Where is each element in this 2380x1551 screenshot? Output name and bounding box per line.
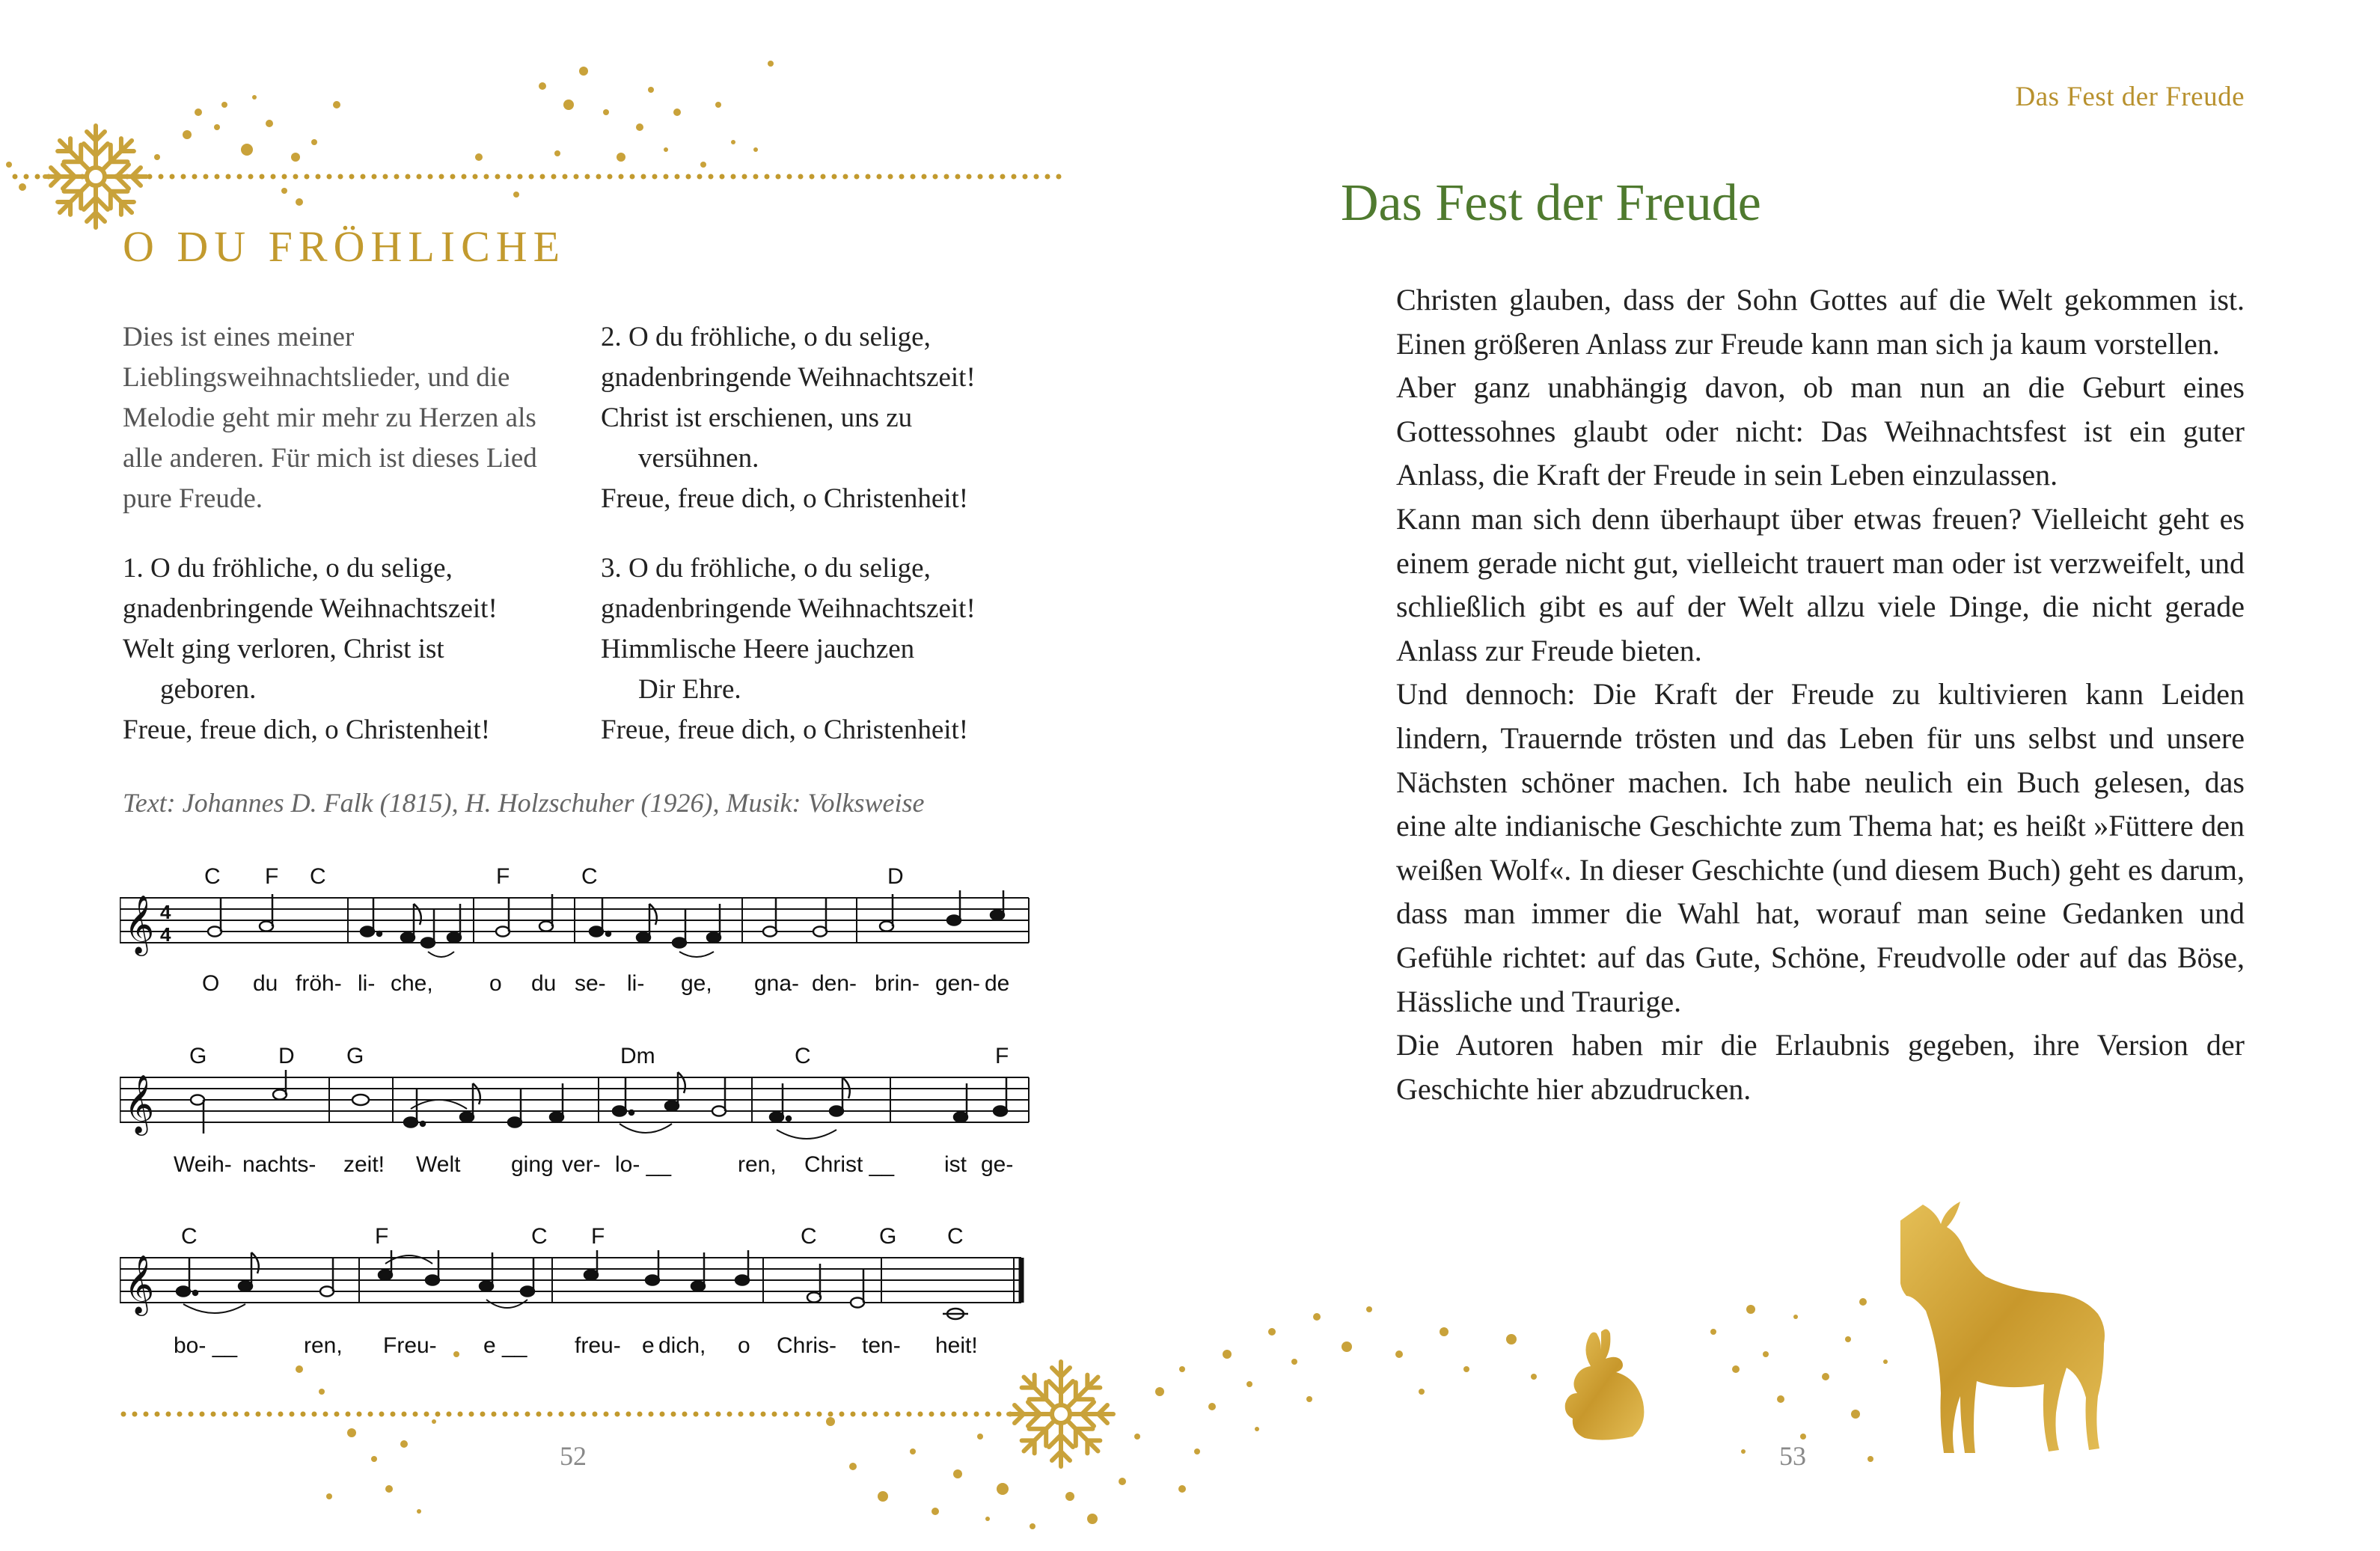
- rabbit-illustration: [1549, 1324, 1668, 1451]
- lyric-syllable: dich,: [658, 1333, 706, 1358]
- verse-3-line: Dir Ehre.: [638, 674, 741, 705]
- lyric-syllable: se-: [575, 971, 606, 996]
- chord: C: [801, 1224, 817, 1249]
- verse-3-line: Freue, freue dich, o Christenheit!: [601, 715, 969, 745]
- lyric-syllable: den-: [812, 971, 857, 996]
- paragraph: Die Autoren haben mir die Erlaubnis gegeben, ihre Version der Geschichte hier abzudrucken.: [1396, 1028, 2245, 1106]
- chord: C: [947, 1224, 964, 1249]
- chord: F: [496, 864, 510, 889]
- chord: C: [581, 864, 598, 889]
- lyric-syllable: e: [642, 1333, 655, 1358]
- snowflake-icon: [45, 126, 147, 227]
- music-staff-1: [120, 890, 1033, 973]
- verse-1-line: Welt ging verloren, Christ ist: [123, 634, 444, 664]
- verse-1-line: Freue, freue dich, o Christenheit!: [123, 715, 491, 745]
- verse-2: [601, 317, 976, 519]
- verse-2-line: Freue, freue dich, o Christenheit!: [601, 483, 969, 514]
- lyric-syllable: Chris-: [777, 1333, 836, 1358]
- chord: F: [995, 1044, 1009, 1068]
- lyric-syllable: ist: [944, 1152, 967, 1177]
- lyric-syllable: ten-: [862, 1333, 901, 1358]
- chord: F: [265, 864, 279, 889]
- verse-1-line: gnadenbringende Weihnachtszeit!: [123, 593, 498, 624]
- svg-text:𝄞: 𝄞: [124, 1255, 155, 1314]
- paragraph: Aber ganz unabhängig davon, ob man nun an die Geburt eines Gottessohnes glaubt oder nicht: Das Weihnachtsfest ist ein guter Anlass, die Kraft der Freude in sein Leben einzulassen.: [1396, 370, 2245, 492]
- lyric-syllable: ren,: [738, 1152, 777, 1177]
- chord: C: [204, 864, 221, 889]
- chord: C: [310, 864, 326, 889]
- chord: D: [887, 864, 904, 889]
- lyric-syllable: nachts-: [242, 1152, 316, 1177]
- chord: D: [278, 1044, 295, 1068]
- chord: G: [879, 1224, 897, 1249]
- lyric-syllable: gna-: [754, 971, 800, 996]
- lyric-syllable: du: [253, 971, 278, 996]
- intro-text: Dies ist eines meiner Lieblingsweihnachtslieder, und die Melodie geht mir mehr zu Herzen als alle anderen. Für mich ist dieses Lied pure Freude.: [123, 322, 537, 514]
- lyric-syllable: gen-: [935, 971, 981, 996]
- lyric-syllable: ge,: [681, 971, 712, 996]
- lyric-syllable: heit!: [935, 1333, 978, 1358]
- verse-3-line: gnadenbringende Weihnachtszeit!: [601, 593, 976, 624]
- lyric-syllable: li-: [358, 971, 376, 996]
- lyric-syllable: Freu-: [383, 1333, 437, 1358]
- verse-3: [601, 548, 976, 750]
- paragraph: Und dennoch: Die Kraft der Freude zu kultivieren kann Leiden lindern, Trauernde trösten und das Leben für uns selbst und unsere Nächsten schöner machen. Ich habe neulich ein Buch gelesen, das eine alte indianische Geschichte zum Thema hat; es heißt »Füttere den weißen Wolf«. In dieser Geschichte (und diesem Buch) geht es darum, dass man immer die Wahl hat, worauf man seine Gedanken und Gefühle richtet: auf das Gute, Schöne, Freudvolle oder auf das Böse, Hässliche und Traurige.: [1396, 677, 2245, 1018]
- verse-2-line: versühnen.: [638, 443, 759, 474]
- chord: G: [346, 1044, 364, 1068]
- lyric-syllable: Welt: [416, 1152, 461, 1177]
- lyric-syllable: Weih-: [174, 1152, 232, 1177]
- page-number-left: 52: [560, 1441, 587, 1471]
- verse-1-line: geboren.: [160, 674, 257, 705]
- svg-text:𝄞: 𝄞: [124, 1074, 155, 1134]
- lyric-syllable: O: [202, 971, 220, 996]
- lyric-syllable: li-: [627, 971, 645, 996]
- lyric-syllable: ver-: [562, 1152, 601, 1177]
- lyric-syllable: Christ __: [804, 1152, 895, 1177]
- lyric-syllable: fröh-: [296, 971, 342, 996]
- lyric-syllable: bo- __: [174, 1333, 238, 1358]
- svg-text:4: 4: [160, 901, 171, 923]
- lyric-syllable: lo- __: [615, 1152, 672, 1177]
- verse-1: [123, 548, 498, 750]
- chord: C: [795, 1044, 811, 1068]
- verse-1-line: 1. O du fröhliche, o du selige,: [123, 553, 453, 584]
- chapter-title: Das Fest der Freude: [1341, 174, 1761, 232]
- lyric-syllable: ge-: [981, 1152, 1014, 1177]
- snowflake-icon: [1009, 1362, 1113, 1466]
- svg-text:4: 4: [160, 923, 171, 946]
- lyric-syllable: e __: [483, 1333, 527, 1358]
- verse-2-line: 2. O du fröhliche, o du selige,: [601, 322, 931, 352]
- body-text: [1396, 278, 2245, 1111]
- chord: F: [375, 1224, 389, 1249]
- chord: C: [181, 1224, 198, 1249]
- verse-2-line: gnadenbringende Weihnachtszeit!: [601, 362, 976, 393]
- lyric-syllable: che,: [391, 971, 433, 996]
- verse-3-line: Himmlische Heere jauchzen: [601, 634, 915, 664]
- page-number-right: 53: [1779, 1441, 1806, 1471]
- music-staff-2: [120, 1070, 1033, 1152]
- running-head: Das Fest der Freude: [2015, 82, 2245, 112]
- chord: C: [531, 1224, 548, 1249]
- chord: Dm: [620, 1044, 655, 1068]
- song-credit: Text: Johannes D. Falk (1815), H. Holzschuher (1926), Musik: Volksweise: [123, 788, 925, 818]
- lyric-syllable: de: [985, 971, 1010, 996]
- chord: F: [591, 1224, 605, 1249]
- lyric-syllable: o: [489, 971, 502, 996]
- verse-3-line: 3. O du fröhliche, o du selige,: [601, 553, 931, 584]
- lyric-syllable: brin-: [875, 971, 920, 996]
- paragraph: Kann man sich denn überhaupt über etwas freuen? Vielleicht geht es einem gerade nicht gut, vielleicht trauert man oder ist verzweifelt, und schließlich gibt es auf der Welt allzu viele Dinge, die nicht gerade Anlass zur Freude bieten.: [1396, 501, 2245, 667]
- lyric-syllable: ren,: [304, 1333, 343, 1358]
- lyric-syllable: du: [531, 971, 557, 996]
- verse-2-line: Christ ist erschienen, uns zu: [601, 403, 913, 433]
- lyric-syllable: freu-: [575, 1333, 621, 1358]
- lyric-syllable: zeit!: [343, 1152, 385, 1177]
- paragraph: Christen glauben, dass der Sohn Gottes auf die Welt gekommen ist. Einen größeren Anlass zur Freude kann man sich ja kaum vorstellen.: [1396, 283, 2245, 361]
- lyric-syllable: ging: [511, 1152, 554, 1177]
- deer-illustration: [1900, 1190, 2140, 1459]
- svg-text:𝄞: 𝄞: [124, 895, 155, 954]
- song-title: O DU FRÖHLICHE: [123, 222, 566, 271]
- lyric-syllable: o: [738, 1333, 750, 1358]
- chord: G: [189, 1044, 207, 1068]
